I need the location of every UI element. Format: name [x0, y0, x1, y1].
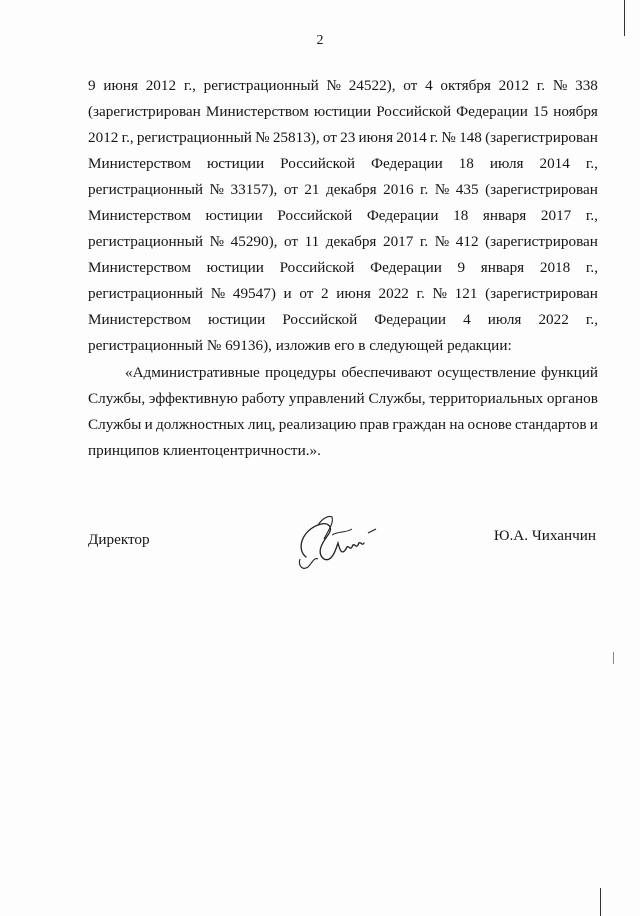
- word: 2017: [382, 233, 414, 250]
- word: 23: [340, 129, 356, 146]
- word: Министерством: [88, 259, 191, 276]
- word: 148: [459, 129, 482, 146]
- word: юстиции: [313, 103, 372, 120]
- word: прав: [359, 416, 390, 433]
- word: работу: [241, 390, 286, 407]
- word: Российской: [279, 259, 355, 276]
- word: 11: [304, 233, 320, 250]
- text-line-9: [88, 285, 598, 303]
- word: Российской: [277, 207, 353, 224]
- word: Федерации: [456, 103, 528, 120]
- handwritten-signature: [288, 509, 388, 579]
- word: г.: [416, 285, 425, 302]
- word: стандартов: [515, 416, 587, 433]
- word: и: [283, 285, 292, 302]
- word: №: [210, 285, 226, 302]
- word: от: [284, 233, 299, 250]
- word: 25813),: [272, 129, 320, 146]
- text-line-4: [88, 155, 598, 173]
- word: 15: [532, 103, 549, 120]
- word: регистрационный: [88, 233, 204, 250]
- word: октября: [440, 77, 491, 94]
- scan-artifact: [600, 888, 601, 916]
- word: (зарегистрирован: [485, 233, 598, 250]
- quote-line-3: [88, 416, 598, 434]
- quote-line-1: [125, 364, 598, 382]
- word: от: [299, 285, 314, 302]
- word: 2012: [88, 129, 119, 146]
- word: г.: [419, 233, 429, 250]
- word: июля: [487, 311, 522, 328]
- word: 2017: [540, 207, 572, 224]
- word: «Административные: [125, 364, 260, 381]
- word: Федерации: [366, 207, 439, 224]
- word: юстиции: [206, 259, 264, 276]
- quote-line-4: принципов клиентоцентричности.».: [88, 442, 321, 459]
- word: №: [209, 233, 225, 250]
- word: г.,: [585, 207, 598, 224]
- word: и: [144, 416, 153, 433]
- word: 412: [455, 233, 479, 250]
- signatory-title: Директор: [88, 531, 150, 548]
- text-line-7: [88, 233, 598, 251]
- word: №: [434, 181, 450, 198]
- word: 2022: [538, 311, 569, 328]
- word: Министерством: [88, 155, 191, 172]
- word: регистрационный: [88, 181, 204, 198]
- word: Министерством: [88, 207, 191, 224]
- word: 21: [304, 181, 320, 198]
- word: от: [322, 129, 337, 146]
- word: Российской: [376, 103, 452, 120]
- word: 435: [455, 181, 479, 198]
- word: на: [449, 416, 465, 433]
- word: июля: [489, 155, 524, 172]
- word: 4: [463, 311, 471, 328]
- word: органов: [546, 390, 598, 407]
- word: реализацию: [278, 416, 357, 433]
- word: основе: [467, 416, 512, 433]
- word: №: [255, 129, 270, 146]
- word: осуществление: [437, 364, 536, 381]
- word: (зарегистрирован: [485, 181, 598, 198]
- text-line-11: регистрационный № 69136), изложив его в следующей редакции:: [88, 337, 512, 354]
- word: Российской: [280, 155, 356, 172]
- word: функций: [541, 364, 598, 381]
- word: лиц,: [247, 416, 276, 433]
- word: (зарегистрирован: [485, 285, 598, 302]
- word: от: [283, 181, 298, 198]
- word: 2022: [378, 285, 409, 302]
- word: 49547): [232, 285, 276, 302]
- word: Федерации: [374, 311, 446, 328]
- word: июня: [336, 285, 371, 302]
- word: юстиции: [208, 311, 266, 328]
- word: июня: [358, 129, 394, 146]
- word: января: [482, 207, 527, 224]
- word: (зарегистрирован: [485, 129, 598, 146]
- word: управлений: [288, 390, 365, 407]
- word: декабря: [325, 233, 377, 250]
- quote-line-2: [88, 390, 598, 408]
- text-line-5: [88, 181, 598, 199]
- word: процедуры: [265, 364, 337, 381]
- word: юстиции: [205, 207, 263, 224]
- word: 2: [321, 285, 329, 302]
- word: 9: [88, 77, 96, 94]
- word: территориальных: [429, 390, 544, 407]
- word: №: [434, 233, 450, 250]
- page-number: 2: [316, 33, 324, 48]
- word: 24522),: [348, 77, 396, 94]
- word: г.,: [585, 259, 598, 276]
- word: 2014: [539, 155, 570, 172]
- word: г.,: [585, 155, 598, 172]
- word: г.,: [585, 311, 598, 328]
- word: регистрационный: [203, 77, 319, 94]
- text-line-10: [88, 311, 598, 329]
- word: Министерством: [205, 103, 309, 120]
- word: Российской: [282, 311, 358, 328]
- word: Службы,: [368, 390, 426, 407]
- word: января: [480, 259, 525, 276]
- word: г.: [420, 181, 429, 198]
- text-line-8: [88, 259, 598, 277]
- word: июня: [103, 77, 138, 94]
- word: ноября: [553, 103, 598, 120]
- text-line-3: [88, 129, 598, 147]
- word: 2012: [145, 77, 177, 94]
- word: эффективную: [148, 390, 238, 407]
- word: 121: [454, 285, 478, 302]
- word: 33157),: [230, 181, 278, 198]
- word: граждан: [392, 416, 447, 433]
- word: №: [552, 77, 568, 94]
- word: Службы,: [88, 390, 146, 407]
- word: №: [326, 77, 341, 94]
- word: 18: [458, 155, 474, 172]
- word: Федерации: [370, 259, 442, 276]
- word: Министерством: [88, 311, 191, 328]
- text-line-1: [88, 77, 598, 95]
- word: г.: [429, 129, 439, 146]
- word: регистрационный: [88, 285, 204, 302]
- word: регистрационный: [136, 129, 252, 146]
- word: Службы: [88, 416, 142, 433]
- word: №: [209, 181, 225, 198]
- word: 2012: [498, 77, 530, 94]
- word: г.,: [183, 77, 196, 94]
- word: 2016: [383, 181, 414, 198]
- word: 18: [453, 207, 469, 224]
- word: обеспечивают: [341, 364, 433, 381]
- text-line-2: [88, 103, 598, 121]
- word: от: [403, 77, 418, 94]
- word: Федерации: [370, 155, 443, 172]
- scan-artifact: [624, 0, 625, 36]
- signatory-name: Ю.А. Чиханчин: [493, 527, 596, 544]
- word: юстиции: [206, 155, 265, 172]
- word: №: [441, 129, 456, 146]
- word: 2018: [539, 259, 571, 276]
- word: 4: [425, 77, 433, 94]
- word: г.: [536, 77, 546, 94]
- text-line-6: [88, 207, 598, 225]
- word: и: [589, 416, 598, 433]
- word: 9: [457, 259, 466, 276]
- word: г.,: [121, 129, 134, 146]
- word: должностных: [156, 416, 245, 433]
- word: (зарегистрирован: [88, 103, 201, 120]
- word: 45290),: [230, 233, 278, 250]
- word: 338: [575, 77, 598, 94]
- word: 2014: [396, 129, 427, 146]
- word: №: [432, 285, 448, 302]
- word: декабря: [326, 181, 377, 198]
- signature-block: [88, 527, 598, 553]
- scan-artifact: [613, 652, 614, 664]
